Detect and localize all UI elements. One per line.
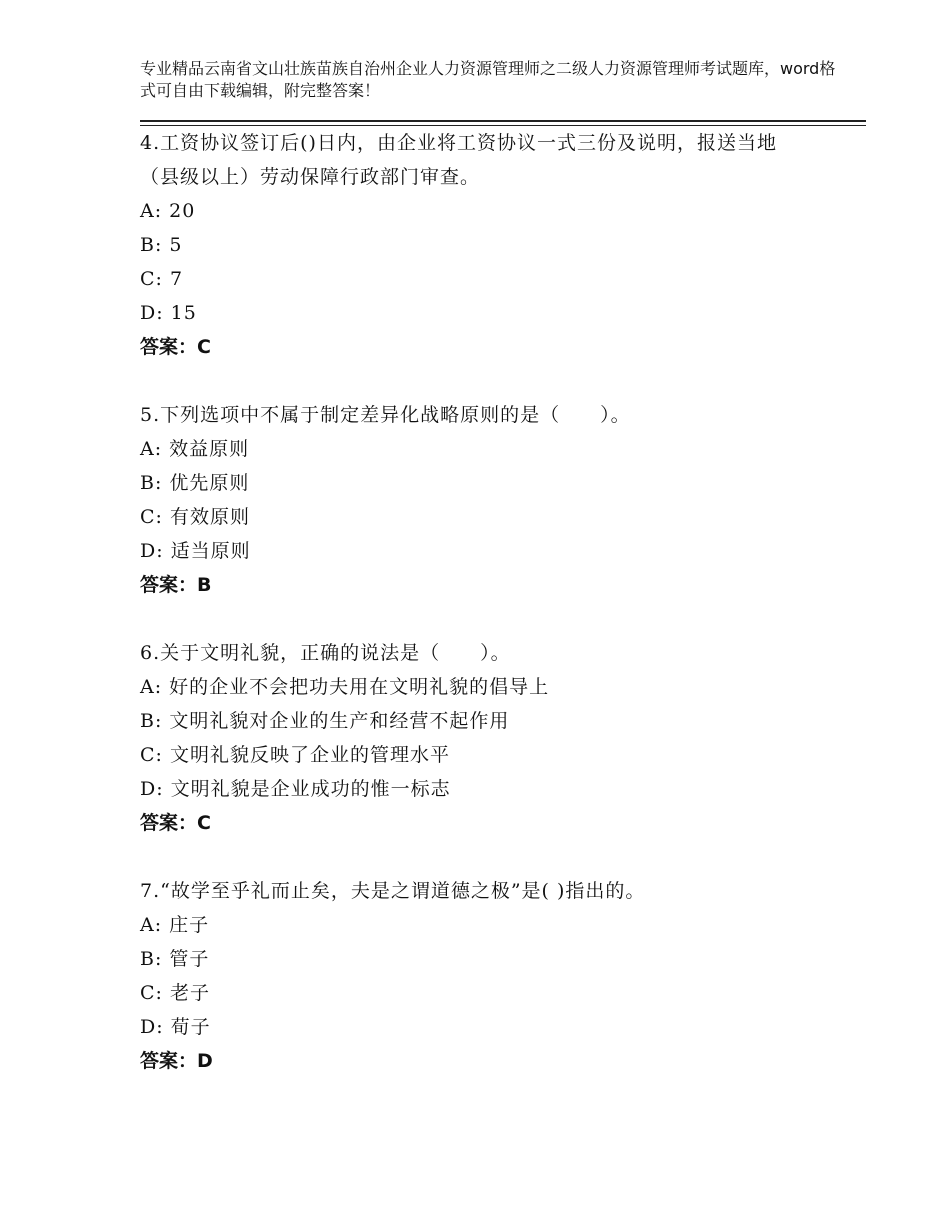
option-a: A: 20 <box>140 200 196 222</box>
option-d: D: 15 <box>140 302 197 324</box>
question-item <box>140 636 860 840</box>
option-d: D: 文明礼貌是企业成功的惟一标志 <box>140 778 451 800</box>
option-c: C: 7 <box>140 268 184 290</box>
option-a: A: 庄子 <box>140 914 210 936</box>
question-item <box>140 126 860 364</box>
answer-label: 答案：C <box>140 812 211 834</box>
question-item <box>140 398 860 602</box>
option-d: D: 荀子 <box>140 1016 211 1038</box>
option-d: D: 适当原则 <box>140 540 251 562</box>
answer-label: 答案：B <box>140 574 212 596</box>
option-b: B: 管子 <box>140 948 210 970</box>
question-text: 5.下列选项中不属于制定差异化战略原则的是（ ）。 <box>140 404 631 426</box>
question-list <box>140 126 860 1078</box>
option-c: C: 文明礼貌反映了企业的管理水平 <box>140 744 450 766</box>
question-item <box>140 874 860 1078</box>
option-c: C: 老子 <box>140 982 210 1004</box>
answer-label: 答案：D <box>140 1050 213 1072</box>
option-b: B: 优先原则 <box>140 472 250 494</box>
option-a: A: 效益原则 <box>140 438 250 460</box>
question-text: 4.工资协议签订后()日内，由企业将工资协议一式三份及说明，报送当地（县级以上）劳动保障行政部门审查。 <box>140 132 777 188</box>
answer-label: 答案：C <box>140 336 211 358</box>
question-text: 6.关于文明礼貌，正确的说法是（ ）。 <box>140 642 511 664</box>
option-b: B: 5 <box>140 234 183 256</box>
option-a: A: 好的企业不会把功夫用在文明礼貌的倡导上 <box>140 676 550 698</box>
document-header: 专业精品云南省文山壮族苗族自治州企业人力资源管理师之二级人力资源管理师考试题库，word格式可自由下载编辑，附完整答案！ <box>140 59 836 100</box>
option-b: B: 文明礼貌对企业的生产和经营不起作用 <box>140 710 510 732</box>
question-text: 7.“故学至乎礼而止矣，夫是之谓道德之极”是( )指出的。 <box>140 880 646 902</box>
option-c: C: 有效原则 <box>140 506 250 528</box>
